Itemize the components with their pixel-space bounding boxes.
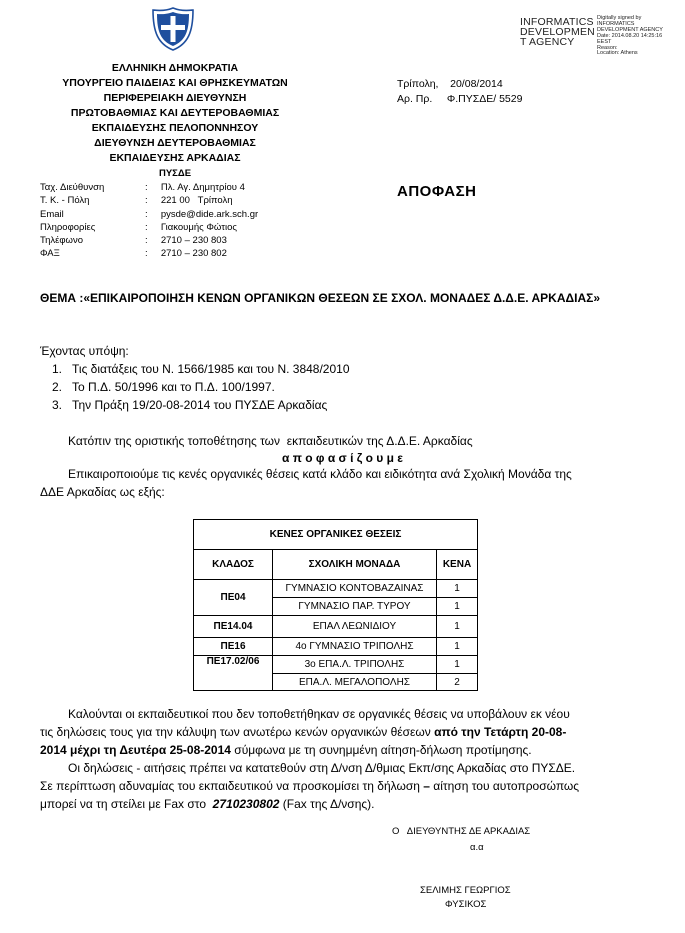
contact-value: : 221 00 Τρίπολη (145, 195, 233, 206)
submit-dash: – (423, 779, 430, 793)
consideration-text: Το Π.Δ. 50/1996 και το Π.Δ. 100/1997. (72, 380, 275, 394)
after-placement-text: Κατόπιν της οριστικής τοποθέτησης των εκπαιδευτικών της Δ.Δ.Ε. Αρκαδίας (68, 434, 473, 448)
sig-detail: INFORMATICS (597, 20, 635, 27)
contact-label: Τηλέφωνο (40, 235, 83, 246)
list-number: 2. (52, 380, 73, 394)
update-text-line1: Επικαιροποιούμε τις κενές οργανικές θέσεις κατά κλάδο και ειδικότητα ανά Σχολική Μονάδα της (68, 467, 572, 481)
header-kena: ΚΕΝΑ (437, 550, 478, 580)
we-decide-heading: α π ο φ α σ ί ζ ο υ μ ε (282, 451, 403, 465)
header-school: ΣΧΟΛΙΚΗ ΜΟΝΑΔΑ (273, 550, 437, 580)
cell-kena: 2 (437, 674, 478, 691)
consideration-item (52, 362, 350, 376)
cell-kena: 1 (437, 656, 478, 674)
cell-school: 3ο ΕΠΑ.Λ. ΤΡΙΠΟΛΗΣ (273, 656, 437, 674)
signatory-aa: α.α (470, 842, 484, 853)
greek-emblem-icon (150, 6, 196, 52)
signatory-role: Ο ΔΙΕΥΘΥΝΤΗΣ ΔΕ ΑΡΚΑΔΙΑΣ (392, 826, 531, 837)
signatory-name: ΣΕΛΙΜΗΣ ΓΕΩΡΓΙΟΣ (420, 885, 511, 896)
sig-detail: EEST (597, 38, 612, 45)
contact-value: : 2710 – 230 802 (145, 248, 227, 259)
contact-label: Email (40, 209, 64, 220)
sig-line1: INFORMATICS (520, 16, 594, 28)
submit-text: αίτηση του αυτοπροσώπως (429, 779, 580, 793)
cell-klados: ΠΕ04 (194, 580, 273, 616)
contact-label: Πληροφορίες (40, 222, 96, 233)
protocol-number: Αρ. Πρ. Φ.ΠΥΣΔΕ/ 5529 (397, 93, 523, 105)
consideration-item (52, 398, 327, 412)
cell-kena: 1 (437, 616, 478, 638)
invite-date-start: από την Τετάρτη 20-08- (434, 725, 567, 739)
contact-label: ΦΑΞ (40, 248, 60, 259)
considering-heading: Έχοντας υπόψη: (40, 344, 129, 358)
submit-text: (Fax της Δ/νσης). (279, 797, 375, 811)
document-title: ΑΠΟΦΑΣΗ (397, 183, 477, 200)
invite-line1: Καλούνται οι εκπαιδευτικοί που δεν τοποθετήθηκαν σε οργανικές θέσεις να υποβάλουν εκ νέου (68, 707, 570, 721)
digital-signature-details (597, 16, 663, 57)
invite-line2 (40, 725, 566, 739)
sig-line3: T AGENCY (520, 36, 575, 48)
list-number: 1. (52, 362, 73, 376)
contact-label: Τ. Κ. - Πόλη (40, 195, 90, 206)
consideration-text: Τις διατάξεις του Ν. 1566/1985 και του Ν. 3848/2010 (72, 362, 350, 376)
place-date: Τρίπολη, 20/08/2014 (397, 78, 503, 90)
header-ministry: ΥΠΟΥΡΓΕΙΟ ΠΑΙΔΕΙΑΣ ΚΑΙ ΘΡΗΣΚΕΥΜΑΤΩΝ (62, 77, 288, 89)
signatory-title: ΦΥΣΙΚΟΣ (445, 899, 487, 910)
cell-kena: 1 (437, 580, 478, 598)
fax-number: 2710230802 (212, 797, 280, 811)
header-line8: ΠΥΣΔΕ (158, 168, 192, 179)
invite-text: σύμφωνα με τη συνημμένη αίτηση-δήλωση προτίμησης. (230, 743, 532, 757)
sig-detail: Reason: (597, 44, 618, 51)
sig-detail: Date: 2014.08.20 14:25:16 (597, 32, 663, 39)
contact-value: : Πλ. Αγ. Δημητρίου 4 (145, 182, 245, 193)
header-line7: ΕΚΠΑΙΔΕΥΣΗΣ ΑΡΚΑΔΙΑΣ (109, 152, 241, 164)
cell-klados: ΠΕ17.02/06 (194, 656, 273, 691)
contact-value: : Γιακουμής Φώτιος (145, 222, 237, 233)
table-title: ΚΕΝΕΣ ΟΡΓΑΝΙΚΕΣ ΘΕΣΕΙΣ (194, 520, 478, 550)
sig-detail: Location: Athens (597, 50, 638, 57)
header-klados: ΚΛΑΔΟΣ (194, 550, 273, 580)
invite-date-range: 2014 μέχρι τη Δευτέρα 25-08-2014 (40, 743, 231, 757)
header-country: ΕΛΛΗΝΙΚΗ ΔΗΜΟΚΡΑΤΙΑ (111, 62, 239, 74)
header-line4: ΠΡΩΤΟΒΑΘΜΙΑΣ ΚΑΙ ΔΕΥΤΕΡΟΒΑΘΜΙΑΣ (70, 107, 280, 119)
sig-line2: DEVELOPMEN (520, 26, 595, 38)
header-line5: ΕΚΠΑΙΔΕΥΣΗΣ ΠΕΛΟΠΟΝΝΗΣΟΥ (91, 122, 259, 134)
submit-text: Σε περίπτωση αδυναμίας του εκπαιδευτικού να προσκομίσει τη δήλωση (40, 779, 424, 793)
cell-school: ΕΠΑΛ ΛΕΩΝΙΔΙΟΥ (273, 616, 437, 638)
invite-text: τις δηλώσεις τους για την κάλυψη των ανωτέρω κενών οργανικών θέσεων (40, 725, 435, 739)
update-text-line2: ΔΔΕ Αρκαδίας ως εξής: (40, 485, 165, 499)
consideration-text: Την Πράξη 19/20-08-2014 του ΠΥΣΔΕ Αρκαδίας (72, 398, 328, 412)
subject-line: ΘΕΜΑ :«ΕΠΙΚΑΙΡΟΠΟΙΗΣΗ ΚΕΝΩΝ ΟΡΓΑΝΙΚΩΝ ΘΕΣΕΩΝ ΣΕ ΣΧΟΛ. ΜΟΝΑΔΕΣ Δ.Δ.Ε. ΑΡΚΑΔΙΑΣ» (40, 291, 600, 305)
cell-school: ΕΠΑ.Λ. ΜΕΓΑΛΟΠΟΛΗΣ (273, 674, 437, 691)
cell-klados: ΠΕ16 (194, 638, 273, 656)
invite-line3 (40, 743, 532, 757)
cell-kena: 1 (437, 638, 478, 656)
submit-line1: Οι δηλώσεις - αιτήσεις πρέπει να κατατεθούν στη Δ/νση Δ/θμιας Εκπ/σης Αρκαδίας στο ΠΥΣΔΕ. (68, 761, 576, 775)
cell-school: 4ο ΓΥΜΝΑΣΙΟ ΤΡΙΠΟΛΗΣ (273, 638, 437, 656)
header-line3: ΠΕΡΙΦΕΡΕΙΑΚΗ ΔΙΕΥΘΥΝΣΗ (103, 92, 247, 104)
consideration-item (52, 380, 275, 394)
cell-klados: ΠΕ14.04 (194, 616, 273, 638)
submit-text: μπορεί να τη στείλει με Fax στο (40, 797, 213, 811)
header-line6: ΔΙΕΥΘΥΝΣΗ ΔΕΥΤΕΡΟΒΑΘΜΙΑΣ (94, 137, 256, 149)
list-number: 3. (52, 398, 73, 412)
cell-school: ΓΥΜΝΑΣΙΟ ΚΟΝΤΟΒΑΖΑΙΝΑΣ (273, 580, 437, 598)
cell-kena: 1 (437, 598, 478, 616)
submit-line3 (40, 797, 375, 811)
submit-line2 (40, 779, 579, 793)
contact-info (0, 182, 400, 272)
sig-detail: Digitally signed by (597, 15, 642, 21)
contact-label: Ταχ. Διεύθυνση (40, 182, 105, 193)
sig-detail: DEVELOPMENT AGENCY (597, 26, 663, 33)
vacancies-table (193, 519, 478, 691)
contact-value: : 2710 – 230 803 (145, 235, 227, 246)
digital-signature-label (520, 17, 595, 47)
contact-value: : pysde@dide.ark.sch.gr (145, 209, 259, 220)
cell-school: ΓΥΜΝΑΣΙΟ ΠΑΡ. ΤΥΡΟΥ (273, 598, 437, 616)
